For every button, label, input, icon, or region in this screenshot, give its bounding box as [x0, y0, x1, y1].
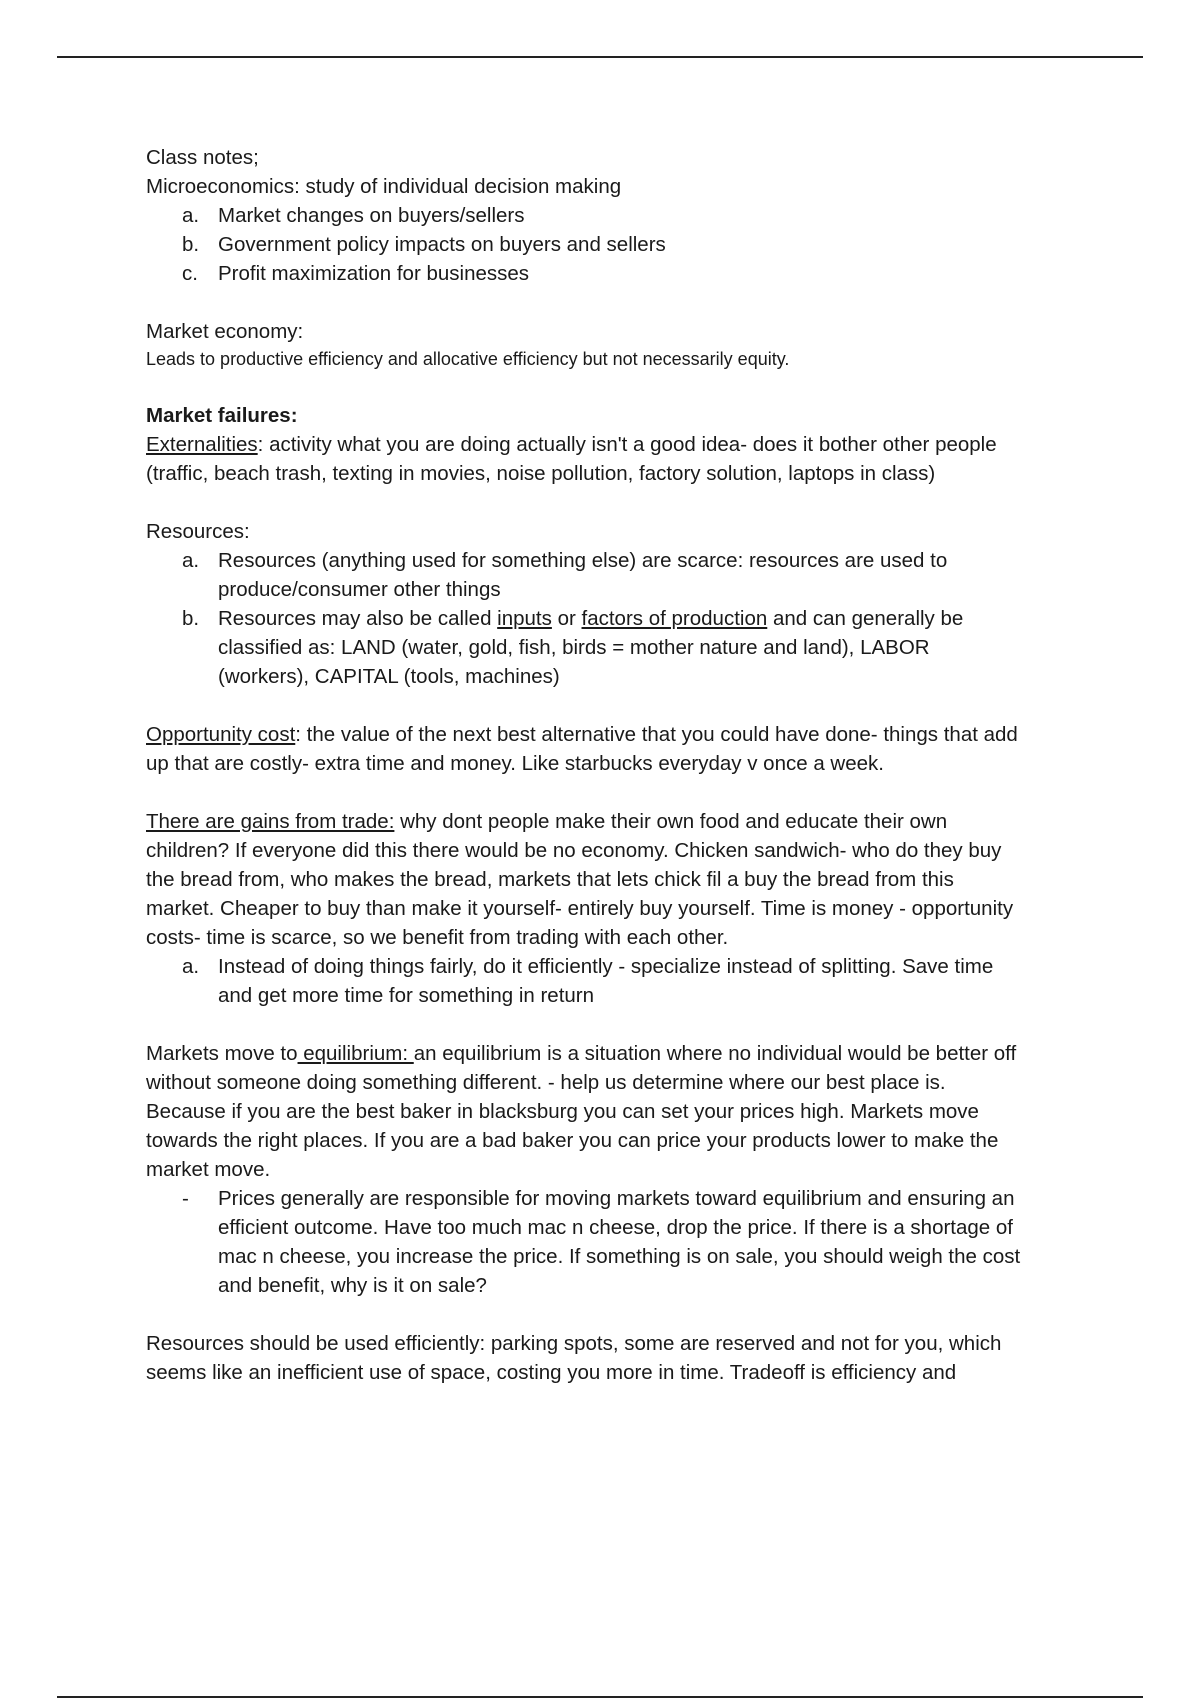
gains-line3: the bread from, who makes the bread, markets that lets chick fil a buy the bread from this: [146, 868, 954, 891]
notes-title: Class notes;: [146, 146, 259, 169]
gains-line5: costs- time is scarce, so we benefit from trading with each other.: [146, 926, 729, 949]
list-item: [146, 604, 1096, 691]
list-marker: a.: [182, 549, 200, 572]
efficiency-line2: seems like an inefficient use of space, costing you more in time. Tradeoff is efficiency and: [146, 1361, 957, 1384]
list-item-text: classified as: LAND (water, gold, fish, birds = mother nature and land), LABOR: [218, 636, 930, 659]
list-item: [146, 546, 1096, 604]
equilibrium-line4: towards the right places. If you are a bad baker you can price your products lower to make the: [146, 1129, 999, 1152]
top-rule: [57, 56, 1143, 58]
list-marker: a.: [182, 204, 200, 227]
list-item-text: mac n cheese, you increase the price. If something is on sale, you should weigh the cost: [218, 1245, 1021, 1268]
opportunity-cost-line2: up that are costly- extra time and money. Like starbucks everyday v once a week.: [146, 752, 884, 775]
text-run: : the value of the next best alternative that you could have done- things that add: [295, 723, 1018, 746]
externalities-line1: [146, 430, 1096, 459]
market-failures-heading: Market failures:: [146, 404, 298, 427]
text-run: why dont people make their own food and educate their own: [394, 810, 948, 833]
externalities-text: : activity what you are doing actually isn't a good idea- does it bother other people: [257, 433, 997, 456]
list-item: [146, 201, 1096, 230]
externalities-line2: (traffic, beach trash, texting in movies, noise pollution, factory solution, laptops in class): [146, 462, 936, 485]
equilibrium-line2: without someone doing something different. - help us determine where our best place is.: [146, 1071, 946, 1094]
gains-term: There are gains from trade:: [146, 810, 395, 833]
list-item: [146, 952, 1096, 1010]
externalities-term: Externalities: [146, 433, 258, 456]
list-item-text: (workers), CAPITAL (tools, machines): [218, 665, 560, 688]
list-item-text: Profit maximization for businesses: [218, 262, 530, 285]
opportunity-cost-term: Opportunity cost: [146, 723, 296, 746]
list-item-text: and get more time for something in return: [218, 984, 595, 1007]
factors-term: factors of production: [581, 607, 768, 630]
list-item-text: [218, 604, 1096, 633]
list-item: [146, 1184, 1096, 1300]
list-item-text: and benefit, why is it on sale?: [218, 1274, 487, 1297]
market-economy-heading: Market economy:: [146, 320, 304, 343]
market-economy-text: Leads to productive efficiency and allocative efficiency but not necessarily equity.: [146, 349, 790, 369]
list-item-text: produce/consumer other things: [218, 578, 501, 601]
gains-line4: market. Cheaper to buy than make it yourself- entirely buy yourself. Time is money - opportunity: [146, 897, 1014, 920]
list-item-text: Market changes on buyers/sellers: [218, 204, 525, 227]
list-item: [146, 259, 1096, 288]
list-marker: b.: [182, 233, 200, 256]
equilibrium-line3: Because if you are the best baker in blacksburg you can set your prices high. Markets move: [146, 1100, 979, 1123]
inputs-term: inputs: [497, 607, 552, 630]
list-item: [146, 230, 1096, 259]
text-run: or: [551, 607, 582, 630]
opportunity-cost-line1: [146, 720, 1096, 749]
micro-heading: Microeconomics: study of individual decision making: [146, 175, 622, 198]
resources-heading: Resources:: [146, 520, 250, 543]
text-run: and can generally be: [767, 607, 964, 630]
list-item-text: Government policy impacts on buyers and sellers: [218, 233, 666, 256]
list-item-text: Prices generally are responsible for moving markets toward equilibrium and ensuring an: [218, 1187, 1015, 1210]
text-run: an equilibrium is a situation where no individual would be better off: [413, 1042, 1017, 1065]
list-item-text: Resources (anything used for something else) are scarce: resources are used to: [218, 549, 948, 572]
equilibrium-term: equilibrium:: [297, 1042, 414, 1065]
list-item-text: efficient outcome. Have too much mac n cheese, drop the price. If there is a shortage of: [218, 1216, 1013, 1239]
equilibrium-line1: [146, 1039, 1096, 1068]
list-marker: -: [182, 1187, 189, 1210]
efficiency-line1: Resources should be used efficiently: parking spots, some are reserved and not for you, which: [146, 1332, 1002, 1355]
bottom-rule: [57, 1696, 1143, 1698]
list-marker: a.: [182, 955, 200, 978]
list-marker: c.: [182, 262, 198, 285]
list-item-text: Instead of doing things fairly, do it efficiently - specialize instead of splitting. Save time: [218, 955, 994, 978]
text-run: Markets move to: [146, 1042, 298, 1065]
text-run: Resources may also be called: [218, 607, 498, 630]
list-marker: b.: [182, 607, 200, 630]
equilibrium-line5: market move.: [146, 1158, 271, 1181]
gains-line2: children? If everyone did this there would be no economy. Chicken sandwich- who do they buy: [146, 839, 1002, 862]
document-body: [146, 143, 1096, 1387]
gains-line1: [146, 807, 1096, 836]
